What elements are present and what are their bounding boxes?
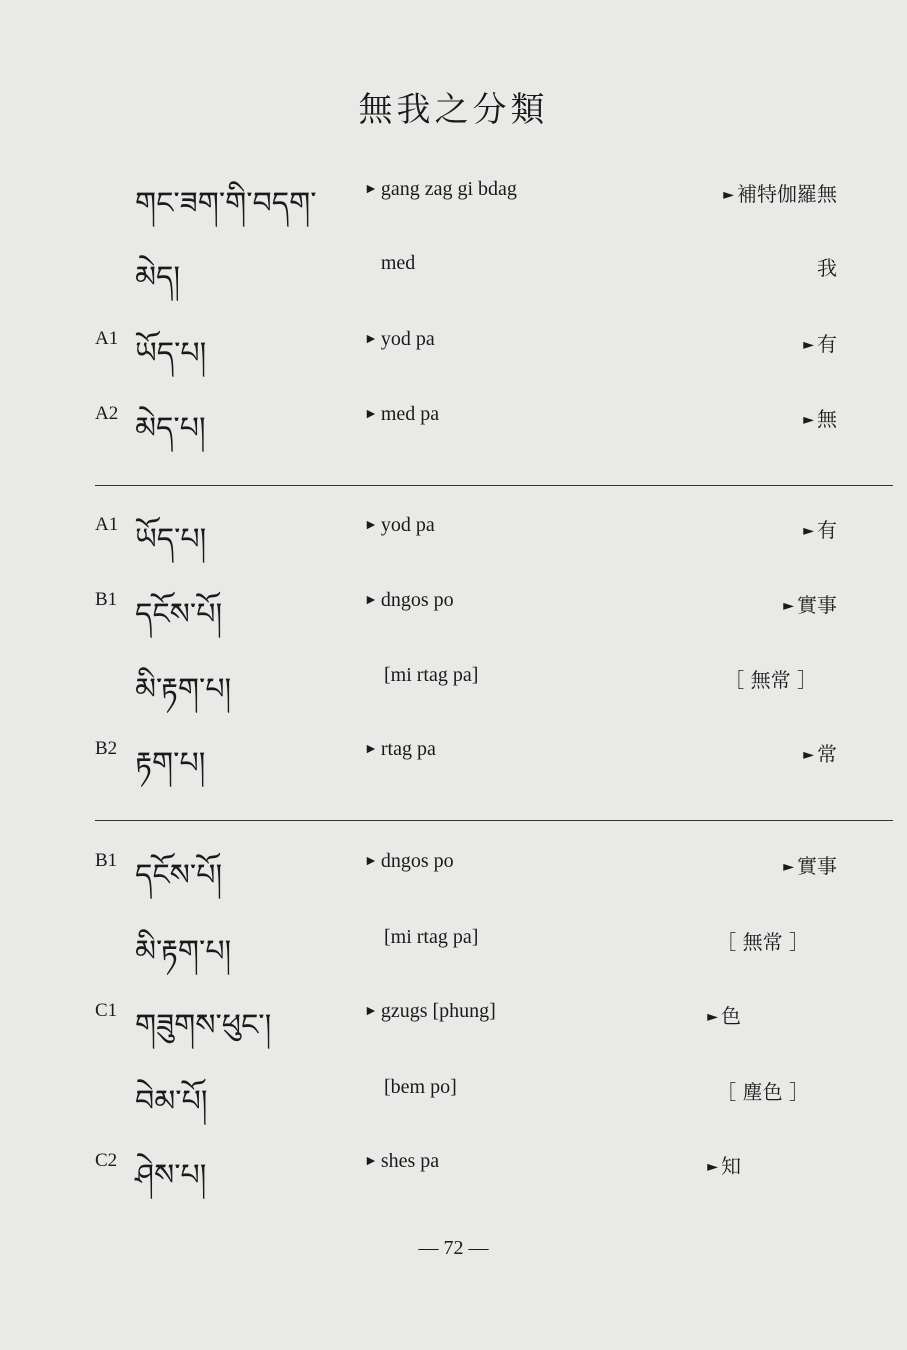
wylie-term [364, 1150, 439, 1173]
wylie-term [364, 738, 436, 761]
row-label: A2 [95, 403, 119, 424]
arrow-icon: ► [707, 1159, 718, 1175]
wylie-text: gang zag gi bdag [380, 178, 517, 200]
chinese-term [803, 738, 837, 767]
wylie-text: yod pa [380, 328, 435, 350]
arrow-icon: ► [707, 1009, 718, 1025]
arrow-icon: ► [803, 523, 814, 539]
term-row [0, 842, 907, 898]
arrow-icon: ► [803, 337, 814, 353]
chinese-text: 有 [817, 332, 837, 356]
arrow-icon: ► [364, 1004, 378, 1019]
wylie-text: yod pa [380, 514, 435, 536]
term-row [0, 1142, 907, 1198]
chinese-term [803, 328, 837, 357]
tibetan-term: མི་རྟག་པ། [135, 934, 232, 969]
tibetan-term: བེམ་པོ། [135, 1084, 208, 1119]
arrow-icon: ► [364, 854, 378, 869]
chinese-term [817, 252, 837, 281]
wylie-text: med pa [380, 403, 440, 425]
row-label: B1 [95, 850, 118, 871]
chinese-term [724, 664, 817, 693]
wylie-text: med [380, 252, 416, 274]
arrow-icon: ► [803, 412, 814, 428]
wylie-term [364, 514, 435, 537]
chinese-text: 無 [817, 407, 837, 431]
arrow-icon: ► [364, 742, 378, 757]
chinese-text: ［ 無常 ］ [716, 930, 809, 954]
tibetan-term: དངོས་པོ། [135, 597, 223, 632]
chinese-term [716, 1076, 809, 1105]
term-row [0, 918, 907, 974]
row-label: A1 [95, 514, 119, 535]
tibetan-term: ཡོད་པ། [135, 522, 207, 557]
arrow-icon: ► [783, 598, 794, 614]
chinese-text: 實事 [797, 593, 837, 617]
term-row [0, 656, 907, 712]
arrow-icon: ► [364, 593, 378, 608]
wylie-text: shes pa [380, 1150, 440, 1172]
term-row [0, 1068, 907, 1124]
wylie-term [384, 926, 478, 949]
chinese-term [707, 1150, 741, 1179]
tibetan-term: དངོས་པོ། [135, 858, 223, 893]
wylie-term [364, 328, 435, 351]
wylie-term [384, 1076, 457, 1099]
section-divider [95, 485, 893, 486]
wylie-text: dngos po [380, 589, 454, 611]
arrow-icon: ► [364, 1154, 378, 1169]
wylie-term [364, 403, 439, 426]
section-divider [95, 820, 893, 821]
page-title: 無我之分類 [358, 90, 549, 130]
chinese-text: 知 [721, 1154, 741, 1178]
wylie-term [364, 178, 517, 201]
wylie-text: [mi rtag pa] [384, 664, 479, 686]
tibetan-term: རྟག་པ། [135, 746, 206, 781]
wylie-text: [bem po] [384, 1076, 457, 1098]
chinese-term [803, 403, 837, 432]
arrow-icon: ► [364, 182, 378, 197]
chinese-term [783, 589, 837, 618]
chinese-term [707, 1000, 741, 1029]
chinese-text: 色 [721, 1004, 741, 1028]
row-label: C2 [95, 1150, 118, 1171]
wylie-term [364, 1000, 496, 1023]
row-label: C1 [95, 1000, 118, 1021]
term-row [0, 244, 907, 300]
tibetan-term: ཤེས་པ། [135, 1158, 207, 1193]
wylie-term [384, 664, 478, 687]
page-number: — 72 — [418, 1237, 489, 1259]
wylie-text: gzugs [phung] [380, 1000, 496, 1022]
chinese-term [723, 178, 837, 207]
chinese-term [783, 850, 837, 879]
term-row [0, 992, 907, 1048]
wylie-text: [mi rtag pa] [384, 926, 479, 948]
term-row [0, 581, 907, 637]
term-row [0, 320, 907, 376]
chinese-term [803, 514, 837, 543]
tibetan-term: ཡོད་པ། [135, 336, 207, 371]
arrow-icon: ► [723, 187, 734, 203]
tibetan-term: མི་རྟག་པ། [135, 672, 232, 707]
chinese-term [716, 926, 809, 955]
row-label: A1 [95, 328, 119, 349]
term-row [0, 170, 907, 226]
chinese-text: ［ 無常 ］ [724, 668, 817, 692]
arrow-icon: ► [803, 747, 814, 763]
arrow-icon: ► [364, 332, 378, 347]
tibetan-term: མེད་པ། [135, 411, 206, 446]
wylie-text: rtag pa [380, 738, 436, 760]
wylie-term [364, 252, 415, 275]
term-row [0, 395, 907, 451]
wylie-term [364, 589, 454, 612]
arrow-icon: ► [783, 859, 794, 875]
term-row [0, 730, 907, 786]
chinese-text: 常 [817, 742, 837, 766]
tibetan-term: མེད། [135, 260, 181, 295]
wylie-term [364, 850, 454, 873]
tibetan-term: གཟུགས་ཕུང་། [135, 1008, 272, 1043]
wylie-text: dngos po [380, 850, 454, 872]
chinese-text: 補特伽羅無 [737, 182, 837, 206]
term-row [0, 506, 907, 562]
arrow-icon: ► [364, 518, 378, 533]
row-label: B1 [95, 589, 118, 610]
chinese-text: 實事 [797, 854, 837, 878]
tibetan-term: གང་ཟག་གི་བདག་ [135, 186, 317, 221]
chinese-text: 有 [817, 518, 837, 542]
chinese-text: 我 [817, 256, 837, 280]
row-label: B2 [95, 738, 118, 759]
chinese-text: ［ 塵色 ］ [716, 1080, 809, 1104]
arrow-icon: ► [364, 407, 378, 422]
